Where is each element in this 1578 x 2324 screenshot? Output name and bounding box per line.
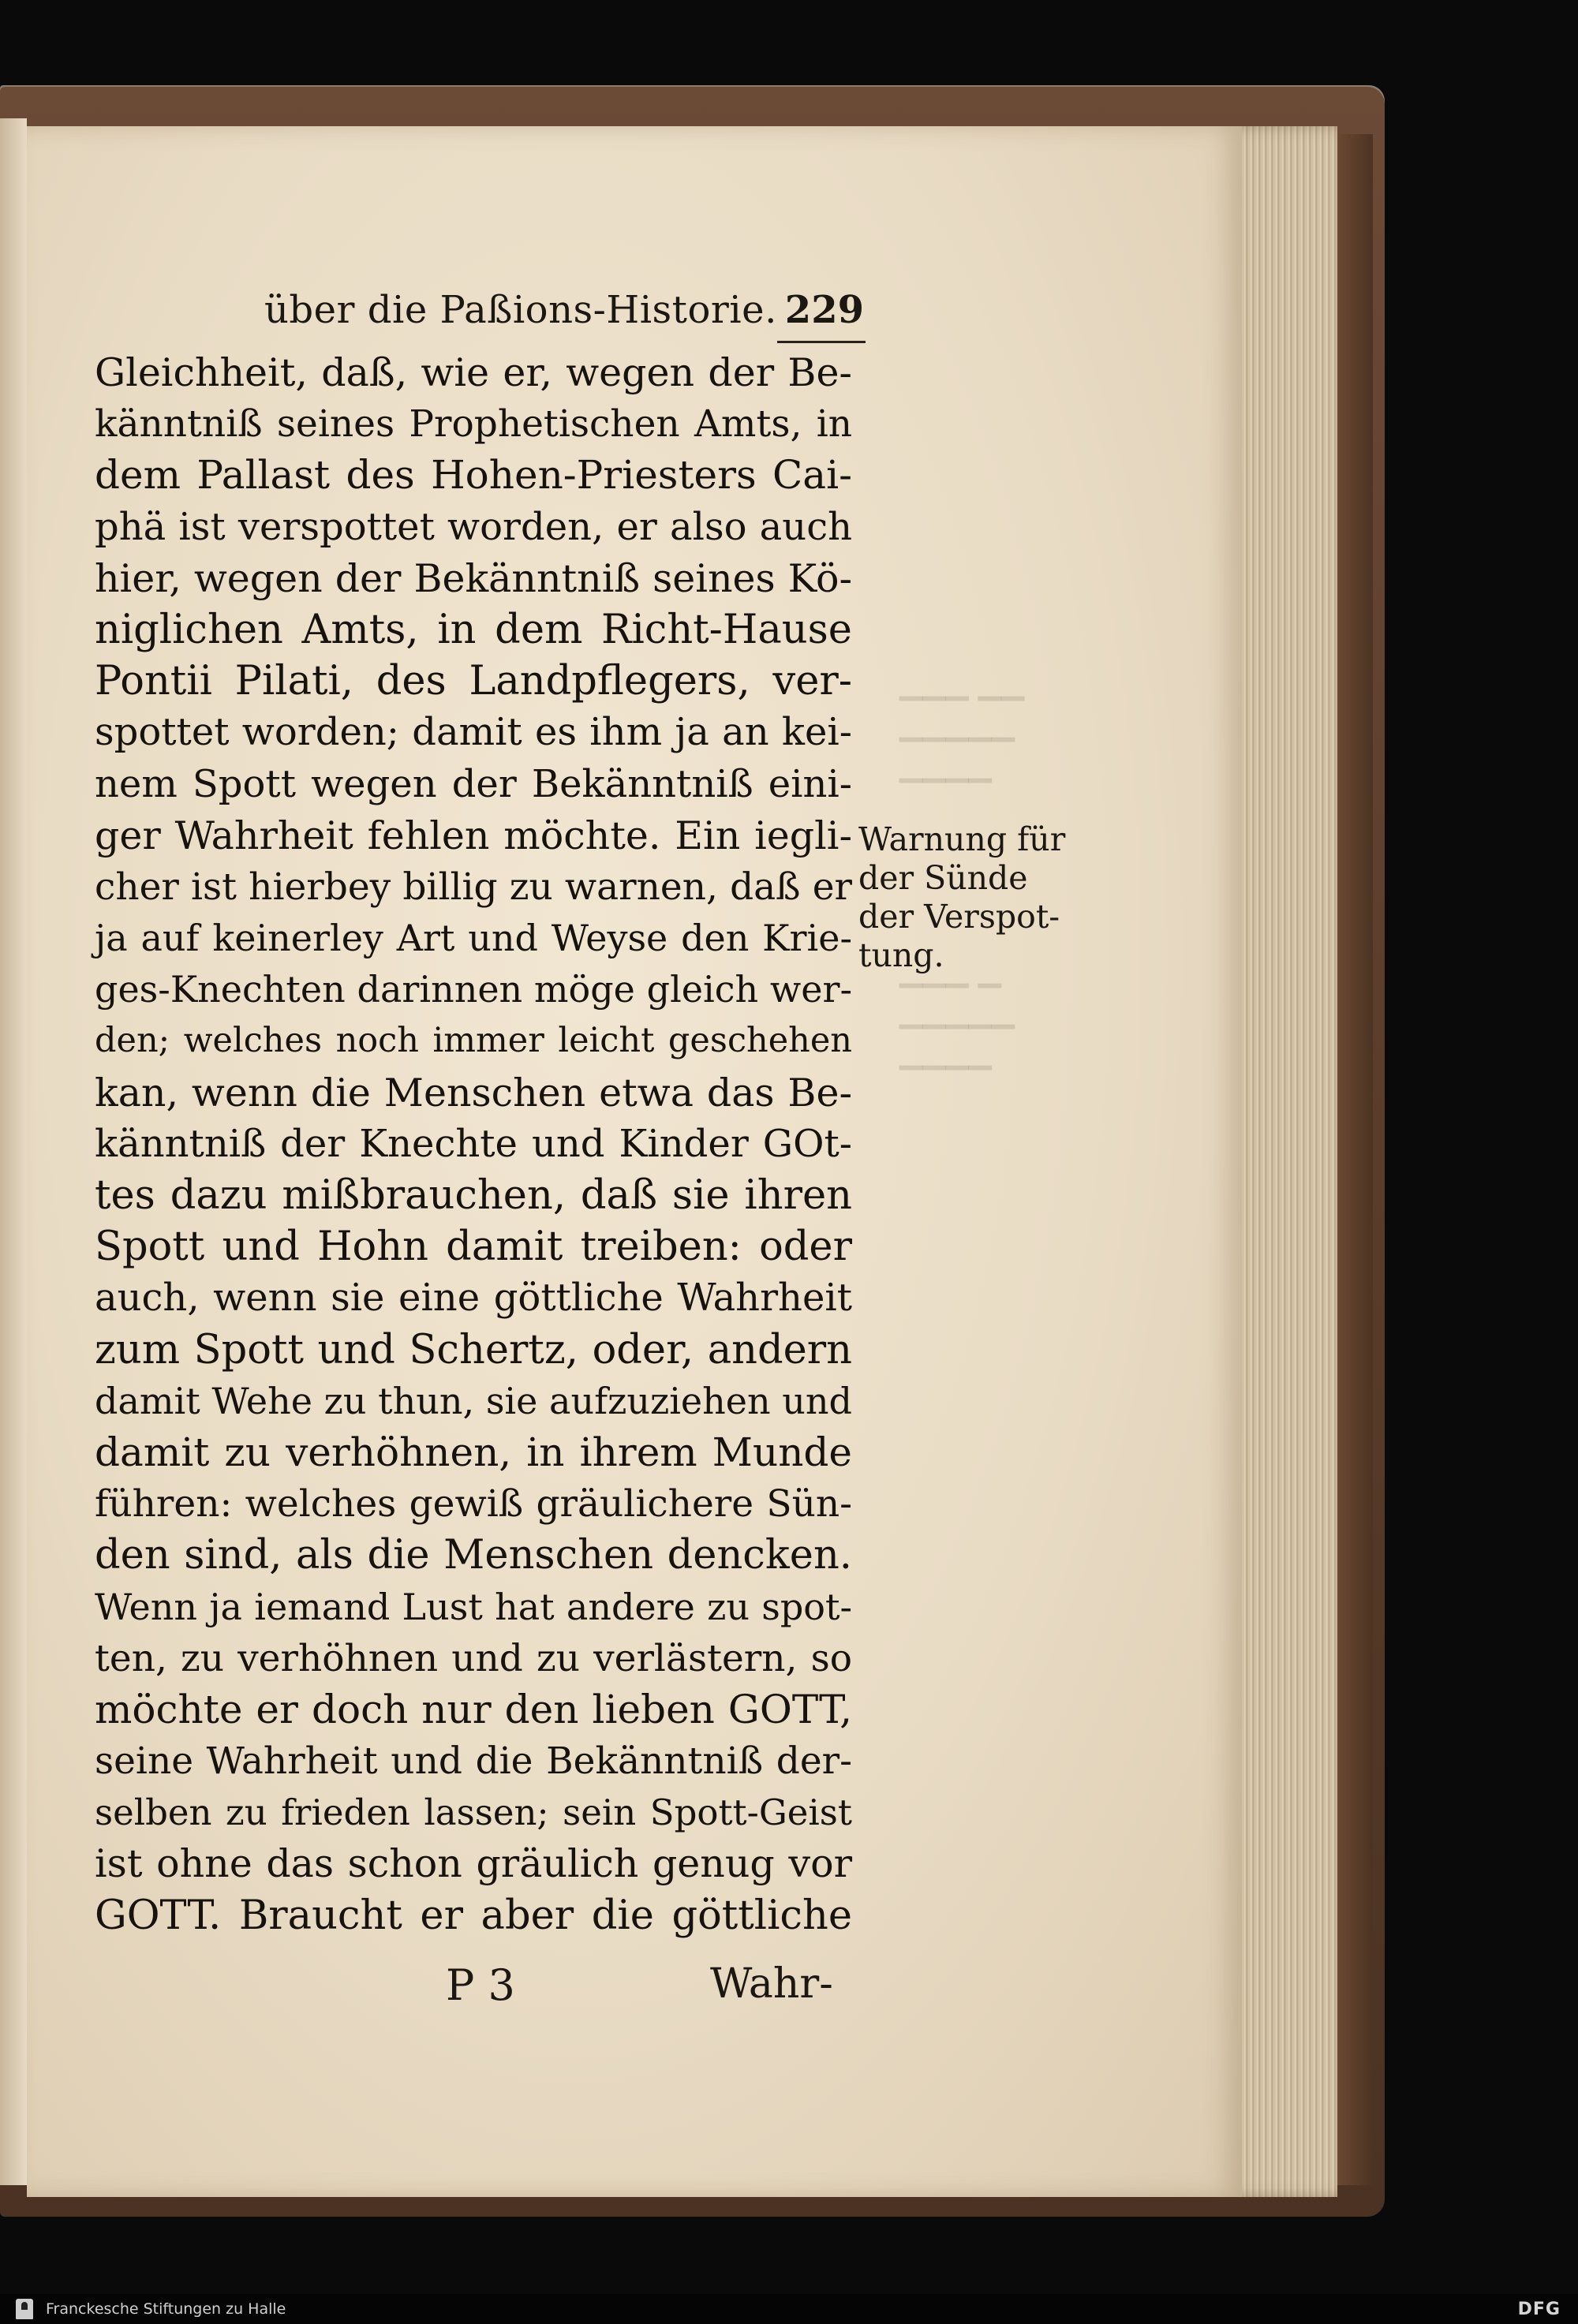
bleed-through-ghost-text: ▁▁▁ ▁▁ ▁▁▁▁▁ ▁▁▁▁ ▁▁▁ ▁ ▁▁▁▁▁ ▁▁▁▁ [899, 666, 1025, 1070]
text-line: führen: welches gewiß gräulichere Sün- [95, 1482, 852, 1526]
main-text-block [95, 347, 852, 1941]
attribution-bar [0, 2294, 1578, 2324]
running-head-title: über die Paßions-Historie. [264, 288, 777, 332]
dfg-logo[interactable]: DFG [1517, 2300, 1561, 2319]
text-line: phä ist verspottet worden, er also auch [95, 504, 852, 549]
text-line: den sind, als die Menschen dencken. [95, 1532, 852, 1579]
text-line: cher ist hierbey billig zu warnen, daß er [95, 865, 852, 909]
cover-right-edge [1333, 134, 1373, 2185]
text-line: ist ohne das schon gräulich genug vor [95, 1841, 852, 1887]
text-line: dem Pallast des Hohen-Priesters Cai- [95, 452, 852, 499]
marginal-note-line: Warnung für [858, 820, 1066, 858]
text-line: seine Wahrheit und die Bekänntniß der- [95, 1739, 852, 1784]
text-line: selben zu frieden lassen; sein Spott-Geist [95, 1792, 852, 1834]
page-number: 229 [784, 288, 864, 332]
text-line: ten, zu verhöhnen und zu verlästern, so [95, 1636, 852, 1680]
text-line: Spott und Hohn damit treiben: oder [95, 1224, 852, 1271]
marginal-note-line: der Verspot- [858, 898, 1060, 936]
text-line: spottet worden; damit es ihm ja an kei- [95, 710, 852, 755]
text-line: GOTT. Braucht er aber die göttliche [95, 1892, 852, 1939]
text-line: ges-Knechten darinnen möge gleich wer- [95, 968, 852, 1011]
header-rule [777, 341, 866, 343]
text-line: zum Spott und Schertz, oder, andern [95, 1326, 852, 1373]
text-line: ja auf keinerley Art und Weyse den Krie- [95, 917, 852, 960]
facing-page-sliver [0, 118, 27, 2185]
signature-mark: P 3 [446, 1960, 515, 2010]
marginal-note-line: tung. [858, 936, 944, 974]
text-line: nem Spott wegen der Bekänntniß eini- [95, 761, 852, 806]
text-line: niglichen Amts, in dem Richt-Hause [95, 606, 852, 653]
text-line: möchte er doch nur den lieben GOTT, [95, 1686, 852, 1732]
text-line: känntniß seines Prophetischen Amts, in [95, 402, 852, 446]
text-line: kan, wenn die Menschen etwa das Be- [95, 1070, 852, 1115]
text-line: den; welches noch immer leicht geschehen [95, 1021, 852, 1061]
text-line: känntniß der Knechte und Kinder GOt- [95, 1121, 852, 1166]
catchword: Wahr- [710, 1960, 833, 2008]
text-line: ger Wahrheit fehlen möchte. Ein iegli- [95, 813, 852, 858]
marginal-note [858, 820, 1079, 975]
text-line: damit zu verhöhnen, in ihrem Munde [95, 1429, 852, 1475]
text-line: damit Wehe zu thun, sie aufzuziehen und [95, 1379, 852, 1422]
text-line: tes dazu mißbrauchen, daß sie ihren [95, 1172, 852, 1219]
text-line: hier, wegen der Bekänntniß seines Kö- [95, 555, 852, 601]
text-line: Pontii Pilati, des Landpflegers, ver- [95, 658, 852, 705]
institution-name[interactable]: Franckesche Stiftungen zu Halle [46, 2300, 286, 2318]
text-line: Wenn ja iemand Lust hat andere zu spot- [95, 1585, 852, 1628]
running-head [103, 280, 864, 343]
institution-logo-icon [16, 2299, 33, 2319]
marginal-note-line: der Sünde [858, 859, 1028, 897]
text-line: auch, wenn sie eine göttliche Wahrheit [95, 1276, 852, 1321]
text-line: Gleichheit, daß, wie er, wegen der Be- [95, 350, 852, 395]
